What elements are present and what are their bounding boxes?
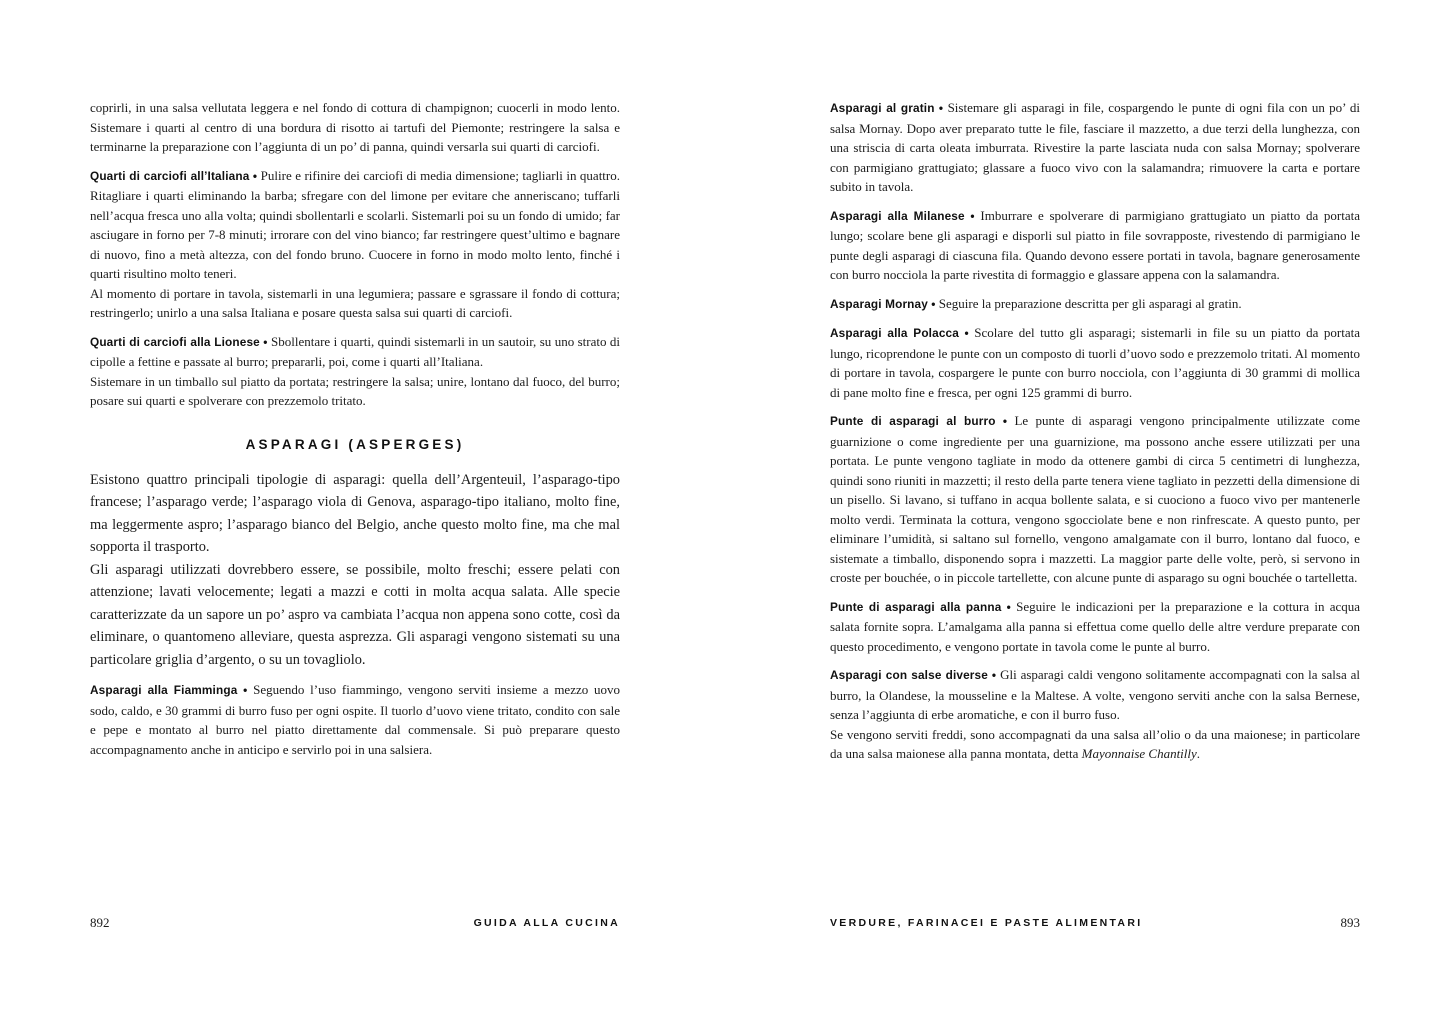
recipe-quarti-carciofi-italiana: [90, 166, 620, 323]
intro-paragraph: Esistono quattro principali tipologie di asparagi: quella dell’Argenteuil, l’asparago-tipo francese; l’asparago verde; l’asparago viola di Genova, asparago-tipo italiano, molto fine, ma leggermente aspro; l’asparago bianco del Belgio, anche questo molto fine, ma che mal sopporta il trasporto. Gli asparagi utilizzati dovrebbero essere, se possibile, molto freschi; essere pelati con attenzione; lavati velocemente; legati a mazzi e cotti in molta acqua salata. Alle specie caratterizzate da un sapore un po’ aspro va cambiata l’acqua non appena sono cotte, così da eliminare, o quantomeno alleviare, questa asprezza. Gli asparagi vengono sistemati su una particolare griglia d’argento, o su un tovagliolo.: [90, 471, 620, 668]
recipe-title: Asparagi con salse diverse: [830, 668, 988, 682]
recipe-title: Asparagi alla Fiamminga: [90, 683, 238, 697]
recipe-asparagi-fiamminga: [90, 680, 620, 759]
recipe-body: Seguire le indicazioni per la preparazione e la cottura in acqua salata fornite sopra. L’amalgama alla panna si effettua come quello delle altre verdure preparate con questo procedimento, e vengono portate in tavola come le punte al burro.: [830, 598, 1361, 654]
left-page-number: 892: [90, 915, 110, 930]
recipe-title: Asparagi alla Polacca: [830, 326, 959, 340]
bullet-separator: •: [1002, 414, 1008, 428]
bullet-separator: •: [991, 668, 997, 682]
left-running-title: GUIDA ALLA CUCINA: [473, 917, 620, 929]
recipe-asparagi-al-gratin: [830, 98, 1360, 197]
right-page: [830, 98, 1360, 764]
recipe-asparagi-mornay: [830, 294, 1360, 315]
bullet-separator: •: [938, 101, 944, 115]
recipe-body: Scolare del tutto gli asparagi; sistemarli in file su un piatto da portata lungo, ricoprendone le punte con un composto di tuorli d’uovo sodo e prezzemolo tritati. Al momento di portare in tavola, cospargere le punte con burro nocciola, con l’aggiunta di 30 grammi di mollica di pane molto fine e fresca, per ogni 125 grammi di burro.: [830, 325, 1361, 400]
bullet-separator: •: [243, 683, 248, 697]
recipe-body: Seguire la preparazione descritta per gli asparagi al gratin.: [938, 295, 1242, 311]
recipe-asparagi-alla-milanese: [830, 206, 1360, 285]
recipe-punte-asparagi-al-burro: [830, 411, 1360, 588]
recipe-body: Sbollentare i quarti, quindi sistemarli in un sautoir, su uno strato di cipolle a fettine e passate al burro; prepararli, poi, come i quarti all’Italiana. Sistemare in un timballo sul piatto da portata; restringere la salsa; unire, lontano dal fuoco, del burro; posare sui quarti e spolverare con prezzemolo tritato.: [90, 333, 621, 408]
section-heading-asparagi: ASPARAGI (ASPERGES): [245, 436, 465, 452]
recipe-body: Le punte di asparagi vengono principalmente utilizzate come guarnizione o come ingrediente per una guarnizione, ma possono anche essere utilizzati per una portata. Le punte vengono tagliate in modo da ottenere gambi di circa 5 centimetri di lunghezza, quindi sono riuniti in mazzetti; il resto della parte tenera viene tagliato in pezzetti della dimensione di un pisello. Si lavano, si tuffano in acqua bollente salata, e si cuociono a fuoco vivo per mantenerle molto verdi. Terminata la cottura, vengono sgocciolate bene e non rinfrescate. A questo punto, per eliminare l’umidità, si saltano sul fornello, vengono amalgamate con il burro, lontano dal fuoco, e sistemate a timballo, disponendo sopra i mazzetti. La maggior parte delle volte, però, si servono in croste per bouchée, o in piccole tartellette, con alcune punte di asparago su ogni bouchée o tartelletta.: [830, 413, 1361, 585]
recipe-title: Asparagi al gratin: [830, 101, 935, 115]
bullet-separator: •: [1006, 599, 1011, 614]
recipe-body: Imburrare e spolverare di parmigiano grattugiato un piatto da portata lungo; scolare bene gli asparagi e disporli sul piatto in file sovrapposte, rivestendo di parmigiano le punte degli asparagi di ciascuna fila. Quando devono essere portati in tavola, bagnare generosamente con burro nocciola la parte rivestita di formaggio e glassare appena con la salamandra.: [830, 207, 1360, 282]
right-page-number: 893: [1340, 915, 1360, 930]
recipe-title: Asparagi alla Milanese: [830, 208, 965, 223]
recipe-punte-asparagi-alla-panna: [830, 597, 1360, 657]
recipe-asparagi-con-salse-diverse: [830, 665, 1360, 764]
recipe-body: Sistemare gli asparagi in file, cospargendo le punte di ogni fila con un po’ di salsa Mornay. Dopo aver preparato tutte le file, fasciare il mazzetto, a due terzi della lunghezza, con una striscia di carta oleata imburrata. Rivestire la parte lasciata nuda con salsa Mornay; spolverare con parmigiano grattugiato; glassare a fuoco vivo con la salamandra; rimuovere la carta e portare subito in tavola.: [830, 100, 1360, 194]
bullet-separator: •: [964, 326, 969, 340]
recipe-body: Gli asparagi caldi vengono solitamente accompagnati con la salsa al burro, la Olandese, la mousseline e la Maltese. A volte, vengono serviti anche con la salsa Bernese, senza l’aggiunta di erbe aromatiche, e con il burro fuso. Se vengono serviti freddi, sono accompagnati da una salsa all’olio o da una maionese; in particolare da una salsa maionese alla panna montata, detta Mayonnaise Chantilly.: [830, 667, 1361, 761]
recipe-title: Asparagi Mornay: [830, 296, 928, 311]
bullet-separator: •: [252, 168, 258, 183]
continuation-paragraph: coprirli, in una salsa vellutata leggera e nel fondo di cottura di champignon; cuocerli in modo lento. Sistemare i quarti al centro di una bordura di risotto ai tartufi del Piemonte; restringere la salsa e terminarne la preparazione con l’aggiunta di un po’ di panna, quindi versarla sui quarti di carciofi.: [90, 100, 620, 154]
recipe-title: Quarti di carciofi alla Lionese: [90, 334, 260, 349]
bullet-separator: •: [970, 208, 975, 223]
recipe-quarti-carciofi-lionese: [90, 332, 620, 411]
recipe-title: Punte di asparagi al burro: [830, 414, 996, 428]
bullet-separator: •: [263, 334, 268, 349]
recipe-body: Pulire e rifinire dei carciofi di media dimensione; tagliarli in quattro. Ritagliare i quarti eliminando la barba; sfregare con del limone per evitare che anneriscano; tuffarli nell’acqua fresca uno alla volta; quindi sbollentarli e scolarli. Sistemarli poi su un fondo di umido; far asciugare in forno per 7-8 minuti; irrorare con del vino bianco; far restringere quest’ultimo e bagnare di nuovo, fino a metà altezza, con del fondo bruno. Cuocere in forno in modo molto lento, finché i quarti risultino molto teneri. Al momento di portare in tavola, sistemarli in una legumiera; passare e sgrassare il fondo di cottura; restringerlo; unirlo a una salsa Italiana e posare questa salsa sui quarti di carciofi.: [90, 167, 620, 320]
left-page: [90, 98, 620, 759]
recipe-asparagi-alla-polacca: [830, 323, 1360, 402]
recipe-body: Seguendo l’uso fiammingo, vengono serviti insieme a mezzo uovo sodo, caldo, e 30 grammi di burro fuso per ogni ospite. Il tuorlo d’uovo viene tritato, condito con sale e pepe e montato al burro nel piatto direttamente dal commensale. Si può preparare questo accompagnamento anche in anticipo e servirlo poi in una salsiera.: [90, 682, 620, 757]
recipe-title: Punte di asparagi alla panna: [830, 599, 1002, 614]
recipe-title: Quarti di carciofi all’Italiana: [90, 168, 250, 183]
right-running-title: VERDURE, FARINACEI E PASTE ALIMENTARI: [830, 917, 1143, 929]
bullet-separator: •: [931, 296, 936, 311]
